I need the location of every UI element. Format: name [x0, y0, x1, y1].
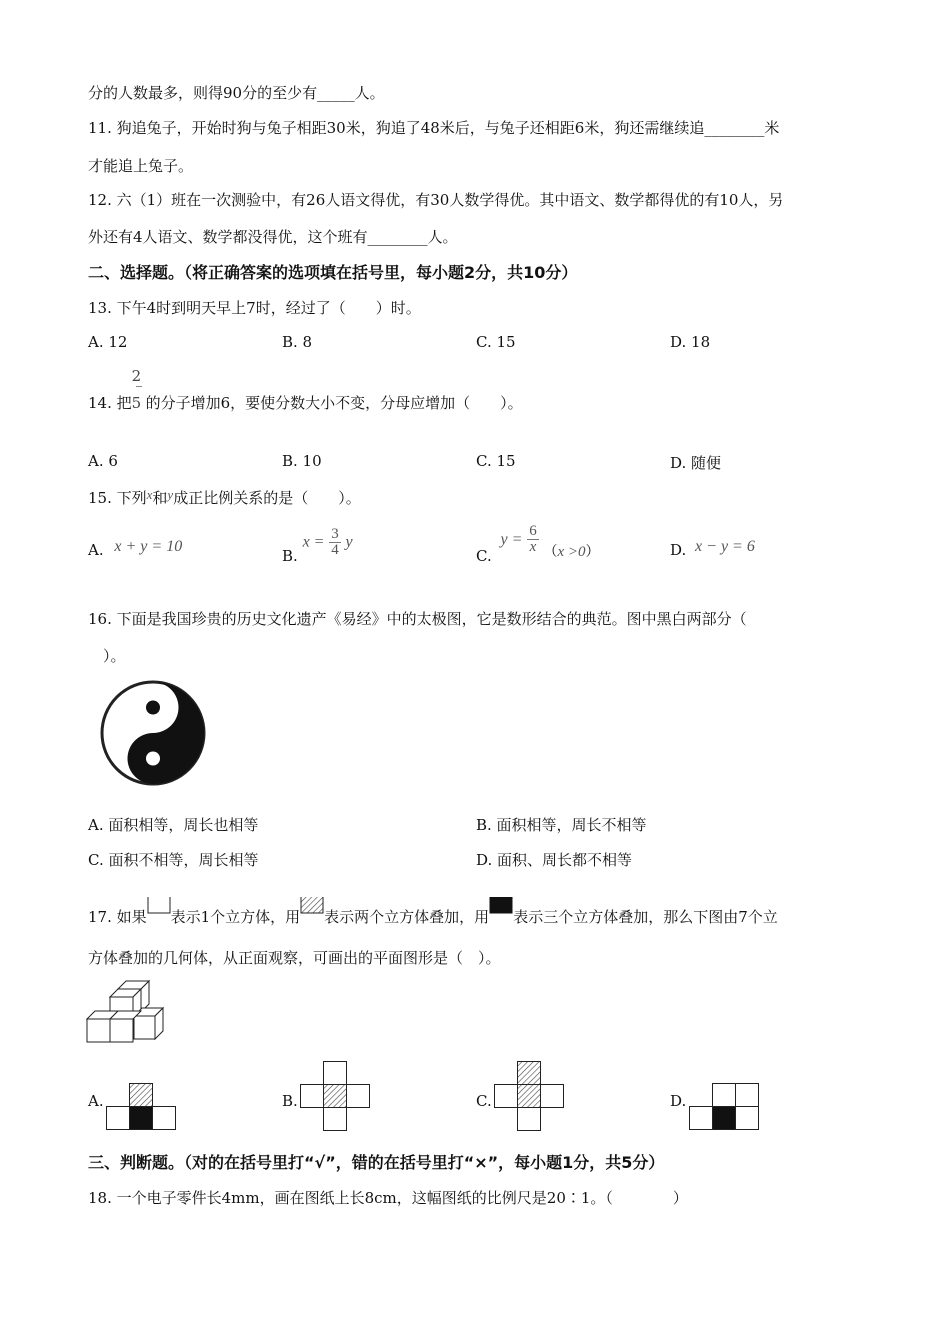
q15-option-b[interactable]: B. x = $\frac{3}{4}$ y — [282, 526, 353, 565]
q14-option-a[interactable]: A. 6 — [88, 452, 118, 470]
q13-option-a[interactable]: A. 12 — [88, 333, 128, 351]
q11-line1: 11. 狗追兔子，开始时狗与兔子相距30米，狗追了48米后，与兔子还相距6米，狗还需继续追________米 — [88, 119, 780, 137]
q18-stem: 18. 一个电子零件长4mm，画在图纸上长8cm，这幅图纸的比例尺是20∶1。（ ） — [88, 1189, 688, 1207]
taiji-symbol — [96, 680, 210, 786]
q16-option-a[interactable]: A. 面积相等，周长也相等 — [88, 816, 259, 834]
q16-option-b[interactable]: B. 面积相等，周长不相等 — [476, 816, 647, 834]
q15-option-a[interactable]: A. x + y = 10 — [88, 538, 183, 559]
three-cubes-icon — [489, 897, 513, 925]
q17-option-b-figure — [300, 1061, 372, 1133]
section-3-heading: 三、判断题。（对的在括号里打“√”，错的在括号里打“×”，每小题1分，共5分） — [88, 1153, 665, 1172]
q10-tail: 分的人数最多，则得90分的至少有_____人。 — [88, 84, 385, 102]
q15-option-d[interactable]: D. x − y = 6 — [670, 538, 755, 559]
two-cubes-icon — [300, 897, 324, 925]
q17-option-d-figure — [689, 1083, 761, 1131]
q16-option-c[interactable]: C. 面积不相等，周长相等 — [88, 851, 259, 869]
q17-stem-line1: 17. 如果 表示1个立方体，用 表示两个立方体叠加，用 表示三个立方体叠加，那么下图由7个立 — [88, 897, 778, 927]
q17-option-c-figure — [494, 1061, 566, 1133]
q11-line2: 才能追上兔子。 — [88, 157, 194, 175]
q13-stem: 13. 下午4时到明天早上7时，经过了（ ）时。 — [88, 299, 421, 317]
q17-stem-line2: 方体叠加的几何体，从正面观察，可画出的平面图形是（ ）。 — [88, 949, 501, 967]
q14-option-b[interactable]: B. 10 — [282, 452, 322, 470]
q14-stem: 14. 把 $\frac{2}{5}$ 的分子增加6，要使分数大小不变，分母应增加（ ）。 — [88, 367, 523, 412]
q14-fraction: $\frac{2}{5}$ — [131, 367, 142, 412]
q14-option-d[interactable]: D. 随便 — [670, 454, 722, 472]
single-cube-icon — [147, 897, 171, 925]
q17-option-c[interactable]: C. — [476, 1092, 492, 1110]
stacked-cubes-figure — [86, 976, 166, 1048]
q14-option-c[interactable]: C. 15 — [476, 452, 516, 470]
q15-option-c[interactable]: C. y = $\frac{6}{x}$ （x >0） — [476, 523, 600, 565]
q17-option-a-figure — [106, 1083, 178, 1131]
q17-option-d[interactable]: D. — [670, 1092, 687, 1110]
q16-stem-line2: ）。 — [88, 647, 126, 665]
q12-line1: 12. 六（1）班在一次测验中，有26人语文得优，有30人数学得优。其中语文、数学都得优的有10人，另 — [88, 191, 784, 209]
q13-option-c[interactable]: C. 15 — [476, 333, 516, 351]
q17-option-b[interactable]: B. — [282, 1092, 298, 1110]
q12-line2: 外还有4人语文、数学都没得优，这个班有________人。 — [88, 228, 458, 246]
q13-option-d[interactable]: D. 18 — [670, 333, 711, 351]
q13-option-b[interactable]: B. 8 — [282, 333, 313, 351]
q16-option-d[interactable]: D. 面积、周长都不相等 — [476, 851, 633, 869]
section-2-heading: 二、选择题。（将正确答案的选项填在括号里，每小题2分，共10分） — [88, 263, 578, 282]
q17-option-a[interactable]: A. — [88, 1092, 104, 1110]
q16-stem-line1: 16. 下面是我国珍贵的历史文化遗产《易经》中的太极图，它是数形结合的典范。图中黑白两部分（ — [88, 610, 747, 628]
q15-stem: 15. 下列x和y成正比例关系的是（ ）。 — [88, 487, 361, 507]
